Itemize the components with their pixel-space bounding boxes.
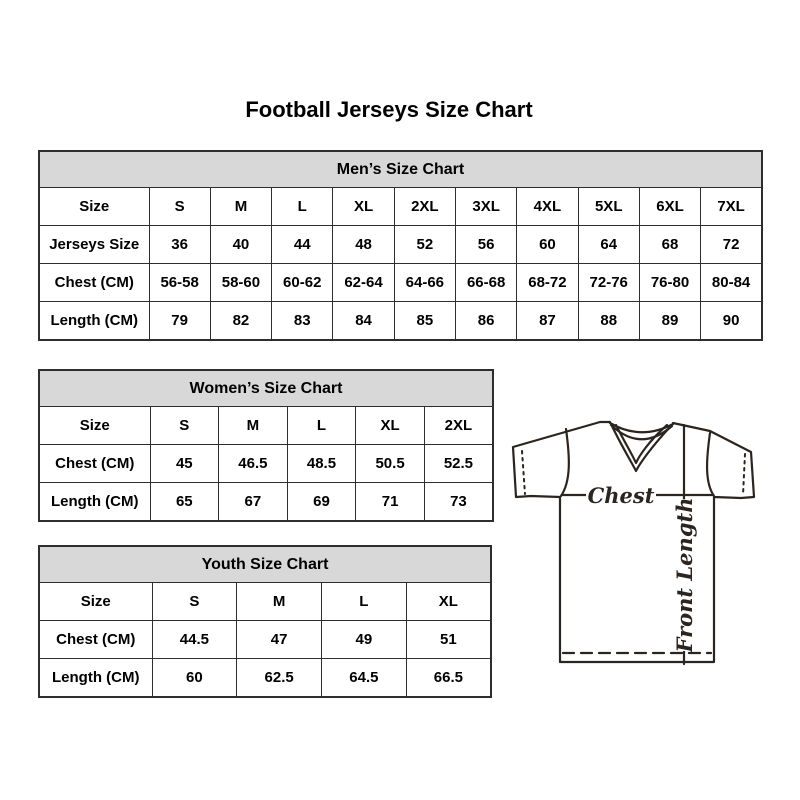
row-label: Chest (CM) (39, 621, 152, 659)
mens-table-title: Men’s Size Chart (39, 151, 762, 188)
value-cell: 62.5 (237, 659, 322, 698)
table-header-row (39, 370, 493, 407)
value-cell: 60 (152, 659, 237, 698)
value-cell: 71 (356, 483, 425, 522)
row-label: Size (39, 583, 152, 621)
size-cell: S (149, 188, 210, 226)
row-label: Size (39, 407, 150, 445)
value-cell: 72 (701, 226, 762, 264)
womens-table-title: Women’s Size Chart (39, 370, 493, 407)
value-cell: 64-66 (394, 264, 455, 302)
value-cell: 36 (149, 226, 210, 264)
value-cell: 73 (424, 483, 493, 522)
value-cell: 85 (394, 302, 455, 341)
chest-measure-label: Chest (587, 483, 655, 508)
size-cell: L (322, 583, 407, 621)
value-cell: 45 (150, 445, 219, 483)
jersey-outline-icon (505, 403, 763, 671)
value-cell: 50.5 (356, 445, 425, 483)
value-cell: 58-60 (210, 264, 271, 302)
youth-table-title: Youth Size Chart (39, 546, 491, 583)
value-cell: 56 (455, 226, 516, 264)
value-cell: 46.5 (219, 445, 288, 483)
size-cell: 5XL (578, 188, 639, 226)
size-cell: M (219, 407, 288, 445)
value-cell: 44.5 (152, 621, 237, 659)
row-label: Length (CM) (39, 659, 152, 698)
row-label: Chest (CM) (39, 445, 150, 483)
table-row (39, 226, 762, 264)
size-cell: M (237, 583, 322, 621)
value-cell: 64.5 (322, 659, 407, 698)
row-label: Chest (CM) (39, 264, 149, 302)
youth-size-table (38, 545, 492, 698)
table-row (39, 188, 762, 226)
value-cell: 83 (272, 302, 333, 341)
value-cell: 89 (639, 302, 700, 341)
table-row (39, 483, 493, 522)
row-label: Length (CM) (39, 483, 150, 522)
value-cell: 66.5 (406, 659, 491, 698)
value-cell: 72-76 (578, 264, 639, 302)
size-cell: XL (406, 583, 491, 621)
size-cell: XL (356, 407, 425, 445)
size-cell: L (287, 407, 356, 445)
size-cell: 2XL (394, 188, 455, 226)
front-length-measure-label: Front Length (672, 497, 697, 653)
value-cell: 88 (578, 302, 639, 341)
value-cell: 48 (333, 226, 394, 264)
size-cell: 3XL (455, 188, 516, 226)
row-label: Size (39, 188, 149, 226)
size-cell: L (272, 188, 333, 226)
value-cell: 79 (149, 302, 210, 341)
table-row (39, 621, 491, 659)
table-row (39, 659, 491, 698)
value-cell: 86 (455, 302, 516, 341)
table-row (39, 302, 762, 341)
value-cell: 84 (333, 302, 394, 341)
value-cell: 76-80 (639, 264, 700, 302)
value-cell: 69 (287, 483, 356, 522)
size-cell: 4XL (517, 188, 578, 226)
size-cell: S (152, 583, 237, 621)
mens-size-table (38, 150, 763, 341)
size-cell: 2XL (424, 407, 493, 445)
value-cell: 80-84 (701, 264, 762, 302)
jersey-measurement-diagram (505, 403, 763, 671)
value-cell: 56-58 (149, 264, 210, 302)
value-cell: 67 (219, 483, 288, 522)
table-header-row (39, 151, 762, 188)
value-cell: 87 (517, 302, 578, 341)
value-cell: 47 (237, 621, 322, 659)
value-cell: 66-68 (455, 264, 516, 302)
womens-size-table (38, 369, 494, 522)
value-cell: 90 (701, 302, 762, 341)
value-cell: 60-62 (272, 264, 333, 302)
value-cell: 62-64 (333, 264, 394, 302)
table-row (39, 407, 493, 445)
value-cell: 48.5 (287, 445, 356, 483)
size-cell: 7XL (701, 188, 762, 226)
value-cell: 52.5 (424, 445, 493, 483)
table-header-row (39, 546, 491, 583)
size-cell: 6XL (639, 188, 700, 226)
page-title: Football Jerseys Size Chart (245, 97, 533, 122)
value-cell: 64 (578, 226, 639, 264)
value-cell: 68 (639, 226, 700, 264)
value-cell: 40 (210, 226, 271, 264)
row-label: Jerseys Size (39, 226, 149, 264)
value-cell: 68-72 (517, 264, 578, 302)
table-row (39, 264, 762, 302)
size-cell: M (210, 188, 271, 226)
value-cell: 52 (394, 226, 455, 264)
value-cell: 65 (150, 483, 219, 522)
row-label: Length (CM) (39, 302, 149, 341)
size-cell: S (150, 407, 219, 445)
value-cell: 44 (272, 226, 333, 264)
value-cell: 60 (517, 226, 578, 264)
size-cell: XL (333, 188, 394, 226)
value-cell: 82 (210, 302, 271, 341)
table-row (39, 583, 491, 621)
value-cell: 51 (406, 621, 491, 659)
value-cell: 49 (322, 621, 407, 659)
table-row (39, 445, 493, 483)
